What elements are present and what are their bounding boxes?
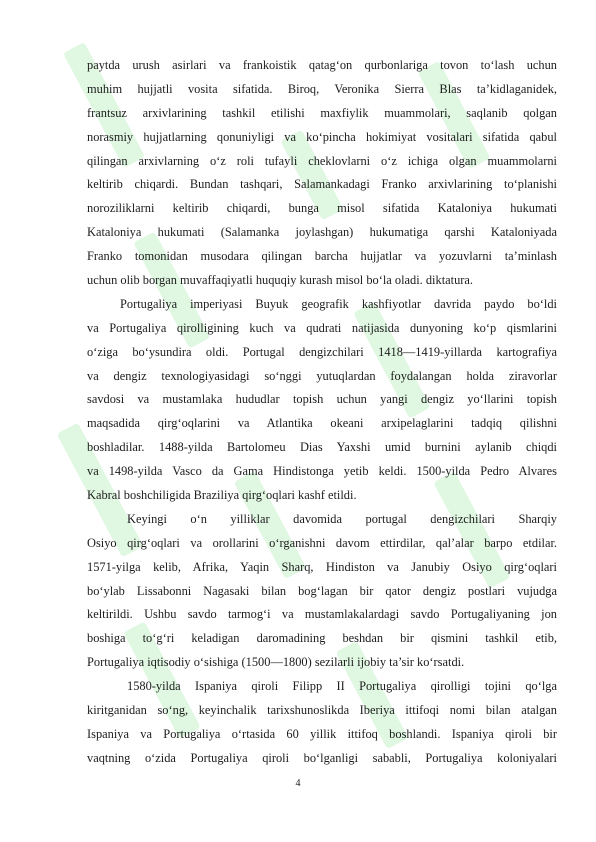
- text-line: Franko tomonidan musodara qilingan barcha hujjatlar va yozuvlarni ta’minlash: [87, 249, 557, 264]
- text-line: noroziliklarni keltirib chiqardi, bunga misol sifatida Kataloniya hukumati: [87, 201, 557, 216]
- text-line: va dengiz texnologiyasidagi so‘nggi yutuqlardan foydalangan holda ziravorlar: [87, 368, 557, 383]
- text-line: Kataloniya hukumati (Salamanka joylashgan) hukumatiga qarshi Kataloniyada: [87, 225, 557, 240]
- text-line: va 1498-yilda Vasco da Gama Hindistonga yetib keldi. 1500-yilda Pedro Alvares: [87, 464, 557, 479]
- text-line: muhim hujjatli vosita sifatida. Biroq, Veronika Sierra Blas ta’kidlaganidek,: [87, 81, 557, 96]
- paragraph-first-line: Portugaliya imperiyasi Buyuk geografik kashfiyotlar davrida paydo bo‘ldi: [120, 296, 557, 311]
- text-line: boshladilar. 1488-yilda Bartolomeu Dias Yaxshi umid burnini aylanib chiqdi: [87, 440, 557, 455]
- paragraph-first-line: Keyingi o‘n yilliklar davomida portugal dengizchilari Sharqiy: [127, 511, 557, 526]
- text-line: Portugaliya iqtisodiy o‘sishiga (1500—1800) sezilarli ijobiy ta’sir ko‘rsatdi.: [87, 655, 465, 670]
- text-line: frantsuz arxivlarining tashkil etilishi maxfiylik muammolari, saqlanib qolgan: [87, 105, 557, 120]
- text-line: norasmiy hujjatlarning qonuniyligi va ko‘pincha hokimiyat vositalari sifatida qabul: [87, 129, 557, 144]
- text-line: paytda urush asirlari va frankoistik qatag‘on qurbonlariga tovon to‘lash uchun: [87, 58, 557, 72]
- text-line: uchun olib borgan muvaffaqiyatli huquqiy kurash misol bo‘la oladi. diktatura.: [87, 273, 473, 288]
- text-line: vaqtning o‘zida Portugaliya qiroli bo‘lganligi sababli, Portugaliya koloniyalari: [87, 750, 557, 765]
- text-line: keltirildi. Ushbu savdo tarmog‘i va mustamlakalardagi savdo Portugaliyaning jon: [87, 607, 557, 622]
- body-text: [87, 54, 557, 771]
- text-line: Osiyo qirg‘oqlari va orollarini o‘rganishni davom ettirdilar, qal’alar barpo etdilar.: [87, 535, 557, 550]
- text-line: o‘ziga bo‘ysundira oldi. Portugal dengizchilari 1418—1419-yillarda kartografiya: [87, 344, 557, 359]
- text-line: kiritganidan so‘ng, keyinchalik tarixshunoslikda Iberiya ittifoqi nomi bilan atalgan: [87, 703, 557, 718]
- text-line: 1571-yilga kelib, Afrika, Yaqin Sharq, Hindiston va Janubiy Osiyo qirg‘oqlari: [87, 559, 557, 574]
- text-line: bo‘ylab Lissabonni Nagasaki bilan bog‘lagan bir qator dengiz postlari vujudga: [87, 583, 557, 598]
- text-line: boshiga to‘g‘ri keladigan daromadining beshdan bir qismini tashkil etib,: [87, 631, 557, 646]
- text-line: Ispaniya va Portugaliya o‘rtasida 60 yillik ittifoq boshlandi. Ispaniya qiroli bir: [87, 726, 557, 741]
- paragraph-first-line: 1580-yilda Ispaniya qiroli Filipp II Portugaliya qirolligi tojini qo‘lga: [127, 679, 557, 694]
- text-line: savdosi va mustamlaka hududlar topish uchun yangi dengiz yo‘llarini topish: [87, 392, 557, 407]
- text-line: keltirib chiqardi. Bundan tashqari, Salamankadagi Franko arxivlarining to‘planishi: [87, 177, 557, 192]
- text-line: maqsadida qirg‘oqlarini va Atlantika okeani arxipelaglarini tadqiq qilishni: [87, 416, 557, 431]
- text-line: Kabral boshchiligida Braziliya qirg‘oqlari kashf etildi.: [87, 488, 357, 503]
- page-number: 4: [295, 778, 301, 789]
- text-line: va Portugaliya qirolligining kuch va qudrati natijasida dunyoning ko‘p qismlarini: [87, 320, 557, 335]
- text-line: qilingan arxivlarning o‘z roli tufayli cheklovlarni o‘z ichiga olgan muammolarni: [87, 153, 557, 168]
